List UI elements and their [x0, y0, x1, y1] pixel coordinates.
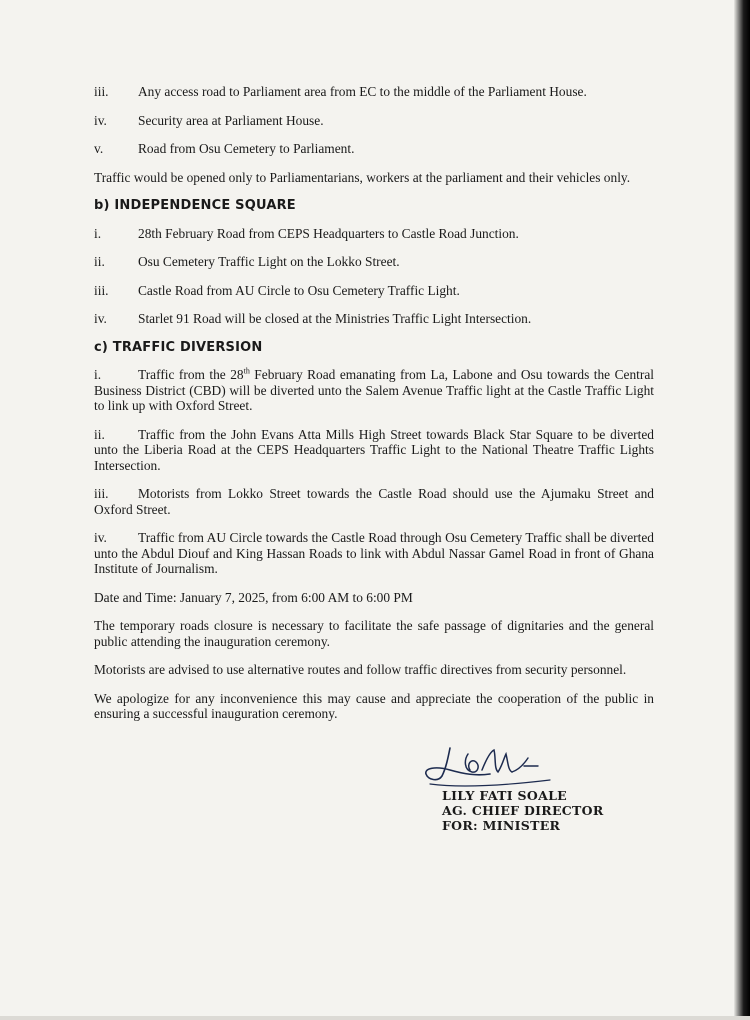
item-text: Motorists from Lokko Street towards the Castle Road should use the Ajumaku Street and Oxford Street.	[94, 486, 654, 517]
item-number: iii.	[94, 84, 109, 99]
advice-paragraph: Motorists are advised to use alternative routes and follow traffic directives from security personnel.	[94, 662, 627, 677]
section-b-heading: b) INDEPENDENCE SQUARE	[94, 198, 296, 213]
item-text: Traffic from AU Circle towards the Castle Road through Osu Cemetery Traffic shall be diverted unto the Abdul Diouf and King Hassan Roads to link with Abdul Nassar Gamel Road in front of Ghana Institute of Journalism.	[94, 530, 654, 576]
section-a-note: Traffic would be opened only to Parliamentarians, workers at the parliament and their vehicles only.	[94, 169, 631, 185]
diversion-item-2	[94, 427, 654, 474]
item-number: ii.	[94, 254, 105, 269]
list-item	[94, 84, 654, 100]
signatory-name: LILY FATI SOALE	[442, 788, 567, 803]
list-item	[94, 141, 654, 157]
list-item	[94, 283, 654, 299]
item-text: Road from Osu Cemetery to Parliament.	[138, 141, 355, 156]
purpose-paragraph: The temporary roads closure is necessary to facilitate the safe passage of dignitaries and the general public attending the inauguration ceremony.	[94, 618, 654, 649]
item-number: ii.	[94, 426, 105, 442]
document-body	[94, 84, 654, 735]
item-number: i.	[94, 225, 102, 241]
item-text: 28th February Road from CEPS Headquarters to Castle Road Junction.	[138, 225, 519, 241]
item-number: iv.	[94, 311, 107, 326]
item-number: iv.	[94, 530, 107, 545]
signature-block	[420, 740, 640, 840]
apology-paragraph: We apologize for any inconvenience this may cause and appreciate the cooperation of the public in ensuring a successful inauguration ceremony.	[94, 690, 654, 721]
item-number: v.	[94, 141, 104, 156]
item-text: Any access road to Parliament area from EC to the middle of the Parliament House.	[138, 84, 587, 99]
diversion-item-3	[94, 486, 654, 517]
item-number: iii.	[94, 486, 109, 501]
item-text: Traffic from the John Evans Atta Mills High Street towards Black Star Square to be diverted unto the Liberia Road at the CEPS Headquarters Traffic Light to the National Theatre Traffic Lights Intersection.	[94, 426, 654, 473]
page-shadow-edge	[734, 0, 750, 1020]
page-bottom-edge	[0, 1016, 750, 1020]
section-c-heading: c) TRAFFIC DIVERSION	[94, 339, 263, 355]
item-text: Starlet 91 Road will be closed at the Ministries Traffic Light Intersection.	[138, 311, 532, 326]
item-text-pre: Traffic from the 28	[138, 367, 244, 382]
signatory-for: FOR: MINISTER	[442, 818, 561, 833]
diversion-item-4	[94, 530, 654, 577]
item-number: i.	[94, 367, 102, 382]
signatory-title: AG. CHIEF DIRECTOR	[442, 803, 604, 818]
diversion-item-1	[94, 367, 654, 414]
item-text-post: February Road emanating from La, Labone and Osu towards the Central Business District (CBD) will be diverted unto the Salem Avenue Traffic light at the Castle Traffic Light to link up with Oxford Street.	[94, 367, 654, 413]
date-time-line: Date and Time: January 7, 2025, from 6:00 AM to 6:00 PM	[94, 589, 413, 605]
list-item	[94, 254, 654, 270]
item-number: iv.	[94, 112, 107, 128]
list-item	[94, 311, 654, 327]
item-text: Security area at Parliament House.	[138, 112, 324, 128]
item-text: Castle Road from AU Circle to Osu Cemetery Traffic Light.	[138, 282, 460, 298]
list-item	[94, 226, 654, 242]
item-number: iii.	[94, 282, 109, 298]
item-text: Osu Cemetery Traffic Light on the Lokko Street.	[138, 254, 400, 269]
list-item	[94, 113, 654, 129]
ordinal-suffix: th	[243, 366, 250, 376]
signatory-details	[442, 788, 604, 833]
